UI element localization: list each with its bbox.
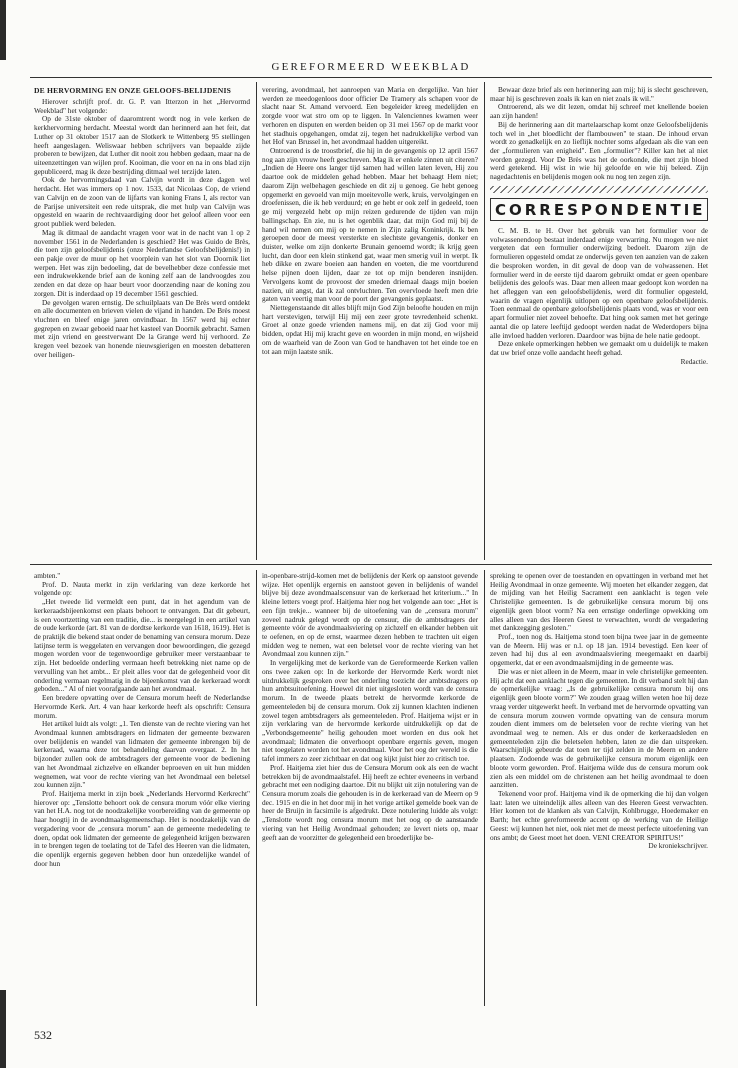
column-rule <box>256 82 257 560</box>
paragraph: Hierover schrijft prof. dr. G. P. van Itterzon in het „Hervormd Weekblad" het volgende: <box>34 97 250 115</box>
article-column-6 <box>490 572 708 1008</box>
scan-edge-top <box>0 0 6 60</box>
paragraph: Deze enkele opmerkingen hebben we gemaakt om u duidelijk te maken dat uw brief onze volle aandacht heeft gehad. <box>490 339 708 357</box>
section-rule <box>30 564 712 565</box>
signature: Redactie. <box>680 356 708 366</box>
paragraph: verering, avondmaal, het aanroepen van Maria en dergelijke. Van hier werden ze meedogenloos door officier De Tramery als schapen voor de slacht naar St. Amand vervoerd. Een begeleider kreeg medelijden en zorgde voor wat stro om op te liggen. In Valenciennes kwamen weer verhoren en disputen en werden beiden op 31 mei 1567 op de markt voor het stadhuis opgehangen, omdat zij, tegen het nadrukkelijke verbod van het Hof van Brussel in, het avondmaal hadden uitgereikt. <box>262 86 478 147</box>
paragraph: In vergelijking met de kerkorde van de Gereformeerde Kerken vallen ons twee zaken op: In de kerkorde der Hervormde Kerk wordt niet uitdrukkelijk gesproken over het onderling toezicht der ambtsdragers op hun ambtsuitoefening. Hoewel dit niet uitgesloten wordt van de censura morum. In de tweede plaats betrekt de hervormde kerkorde de gemeenteleden bij de censura morum. Ook zij kunnen klachten indienen zowel tegen ambtsdragers als gemeenteleden. Prof. Haitjema wijst er in zijn verklaring van de hervormde kerkorde uitdrukkelijk op dat de „Verbondsgemeente" heilig gehouden moet worden en dus ook het avondmaal; lidmaten die onverhoopt openbare ergernis geven, mogen niet toegelaten worden tot het avondmaal. Voor het oog der wereld is die tafel immers zo zeer zichtbaar en dat oog kijkt juist hier zo critisch toe. <box>262 658 478 764</box>
signature: De kroniekschrijver. <box>648 841 708 851</box>
article-column-5 <box>262 572 478 1008</box>
paragraph: Prof. D. Nauta merkt in zijn verklaring van deze kerkorde het volgende op: <box>34 579 250 598</box>
article-column-3 <box>490 86 708 560</box>
header-rule <box>30 77 712 78</box>
paragraph: Niettegenstaande dit alles blijft mijn God Zijn beloofte houden en mijn hart verstevigen, terwijl Hij mij een zeer grote tevredenheid schenkt. Groet al onze goede vrienden namens mij, en dat zij God voor mij bidden, opdat Hij mij kracht geve en woorden in mijn mond, en wijsheid om de waarheid van de Zoon van God te handhaven tot het einde toe en tot aan mijn laatste snik. <box>262 302 478 356</box>
paragraph: Tekenend voor prof. Haitjema vind ik de opmerking die hij dan volgen laat: laten we uiteindelijk alles alleen van des Heeren Geest verwachten. Hier komen tot de klanken als van Calvijn, Kohlbrugge, Hoedemaker en Barth; het echte gereformeerde accent op de werking van de Heilige Geest: wij kunnen het niet, ook niet met de meest perfecte uitoefening van ons ambt; de Geest moet het doen. VENI CREATOR SPIRITUS!" <box>490 788 708 842</box>
paragraph: Prof. Haitjema ziet hier dus de Censura Morum ook als een de wacht betrekken bij de avondmaalstafel. Hij heeft ze echter eveneens in verband gebracht met een nodiging daartoe. Dit nu blijkt uit zijn notulering van de Censura morum zoals die gehouden is in de kerkeraad van de Meern op 9 dec. 1915 en die in het door mij in het vorige artikel gemelde boek van de heer de Bruijn in facsimile is afgedrukt. Deze notulering luidde als volgt: „Tenslotte wordt nog censura morum met het oog op de aanstaande viering van het Heilig Avondmaal gehouden; ze levert niets op, maar geeft aan de voorzitter de gelegenheid een broederlijke be- <box>262 762 478 842</box>
paragraph: Ontroerend is de troostbrief, die hij in de gevangenis op 12 april 1567 nog aan zijn vrouw heeft geschreven. Mag ik er enkele zinnen uit citeren? „Indien de Heere ons langer tijd samen had willen laten leven, Hij zou daartoe ook de middelen gehad hebben. Maar het behaagt Hem niet; daarom Zijn welbehagen geschiede en dit zij u genoeg. Ge hebt genoeg opgemerkt en gevoeld van mijn moeitevolle werk, kruis, vervolgingen en droefenissen, die ik heb verduurd; en ge hebt er ook zelf in gedeeld, toen ge mij vergezeld hebt op mijn reizen gedurende de tijden van mijn ballingschap. En zie, nu is het ogenblik daar, dat mijn God mij bij de hand wil nemen om mij op te nemen in Zijn zalig Koninkrijk. Ik ben geroepen door de meest versterkte en slechtste gevangenis, donker en duister, welke om zijn donkerte Brunain genoemd wordt; ik krijg geen lucht, dan door een klein stinkend gat, waar men smerig vuil in werpt. Ik heb dikke en zware boeien aan handen en voeten, die me voortdurend helse pijnen doen lijden, daar ze tot op mijn benderen insnijden. Vervolgens komt de provoost der smeden driemaal daags mijn boeien nazien, uit angst, dat ik zal ontvluchten. Ten overvloede heeft men drie gaten van veertig man voor de poort der gevangenis geplaatst. <box>262 146 478 304</box>
ornamental-divider <box>490 186 708 193</box>
paragraph: „Het tweede lid vermeldt een punt, dat in het agendum van de kerkeraadsbijeenkomst een plaats behoort te ontvangen. Dat dit gebeurt, is een voortzetting van een traditie, die... is neergelegd in een artikel van de oude kerkorde (art. 81 van de dordtse kerkorde van 1618, 1619). Het is de praktijk die bekend staat onder de benaming van censura morum. Deze latijnse term is weggelaten en vervangen door bewoordingen, die gezegd mogen worden voor de tegenwoordige gebruiker meer verstaanbaar te zijn. Het bedoelde onderling vermaan heeft betrekking niet name op de vervulling van het ambt... Er pleit alles voor dat de gelegenheid voor dit onderling vermaan regelmatig in de bijeenkomst van de kerkeraad wordt geboden..." Al of niet voorafgaande aan het avondmaal. <box>34 597 250 694</box>
article-column-4 <box>34 572 250 1008</box>
paragraph: Prof., toen nog ds. Haitjema stond toen bijna twee jaar in de gemeente van de Meern. Hij was er n.l. op 18 jan. 1914 bevestigd. Een keer of zeven had hij dus al een avondmaalsviering meegemaakt en daarbij opgemerkt, dat er een avondmaalsmijding in de gemeente was. <box>490 632 708 668</box>
article-column-2 <box>262 86 478 560</box>
column-rule <box>484 82 485 560</box>
page-header: GEREFORMEERD WEEKBLAD <box>271 61 471 73</box>
paragraph: Bij de herinnering aan dit martelaarschap komt onze Geloofsbelijdenis toch wel in „het bloedlicht der flambouwen" te staan. De inhoud ervan wordt zo genadkelijk en zo lieflijk nochter soms afgedaan als die van een der „formulieren van enigheid". Een „formulier"? Killer kan het al niet worden gezegd. Voor De Brès was het de oorkonde, die met zijn bloed werd getekend. Hij wist in wie hij geloofde en wie hij beleed. Zijn nagedachtenis en belijdenis mogen ook nu nog ten zegen zijn. <box>490 119 708 182</box>
paragraph: Ook de hervormingsdaad van Calvijn wordt in deze dagen wel herdacht. Het was immers op 1 nov. 1533, dat Nicolaas Cop, de vriend van Calvijn en de zoon van de lijfarts van koning Frans I, als rector van de Parijse universiteit een rede uitsprak, die met hulp van Calvijn was opgesteld en waarin de rechtvaardiging door het geloof alleen voor een groot publiek werd beleden. <box>34 175 250 229</box>
paragraph: Prof. Haitjema merkt in zijn boek „Nederlands Hervormd Kerkrecht" hierover op: „Tenslotte behoort ook de censura morum vóór elke viering van het H.A. nog tot de noodzakelijke voorbereiding van de gemeente op haar hoogtij in de avondmaalsgemeenschap. Het is noodzakelijk van de vergadering voor de „censura morum" aan de gemeente mededeling te doen, opdat ook lidmaten der gemeente de gelegenheid krijgen bezwaren in te brengen tegen de toelating tot de Tafel des Heeren van die lidmaten, die openlijk ergernis gegeven hebben door hun onzedelijke wandel of door hun <box>34 788 250 868</box>
paragraph: in-openbare-strijd-komen met de belijdenis der Kerk op aanstoot gevende wijze. Het openlijk ergernis en aanstoot geven in belijdenis of wandel blijve bij deze avondmaalscensuur van de kerkeraad het kriterium..." In kleine letters voegt prof. Haitjema hier nog het volgende aan toe: „Het is een fijn trekje... wanneer bij de uitoefening van de „censura morum" zoveel nadruk gelegd wordt op de censuur, die de ambtsdragers der gemeente vóór de avondmaalsviering op zichzelf en elkander hebben uit te oefenen, en op de ernst, waarmee dezen hebben te trachten uit eigen midden weg te nemen, wat een beletsel voor de rechte viering van het Avondmaal zou kunnen zijn." <box>262 572 478 659</box>
paragraph: C. M. B. te H. Over het gebruik van het formulier voor de volwassenendoop bestaat inderdaad enige verwarring. Nu mogen we niet vergeten dat een formulier onderwijzing bedoelt. Daarom zijn de formulieren opgesteld omdat ze onderwijs geven ten aanzien van de zaken die besproken worden, in dit geval de doop van de volwassenen. Het formulier werd in de eerste tijd daarom gebruikt omdat er geen openbare belijdenis des geloofs was. Daar men alleen maar gedoopt kon worden na het afleggen van een geloofsbelijdenis, werd dit formulier opgesteld, waarin de vragen eigenlijk uitlopen op een openbare geloofsbelijdenis. Toen eenmaal de openbare geloofsbelijdenis plaats vond, was er voor een apart formulier niet zoveel behoefte. Dat hing ook samen met het geringe aantal die op latere leeftijd gedoopt werden nadat de Wederdopers bijna alle invloed hadden verloren. Daardoor was bijna de hele natie gedoopt. <box>490 225 708 340</box>
section-title-correspondentie: CORRESPONDENTIE <box>490 198 708 221</box>
paragraph: Het artikel luidt als volgt: „1. Ten dienste van de rechte viering van het Avondmaal kunnen ambtsdragers en lidmaten der gemeente bezwaren over belijdenis en wandel van lidmaten der gemeente inbrengen bij de kerkeraad, waarna deze tot behandeling daarvan overgaat. 2. In het bijzonder zullen ook de ambtsdragers der gemeente voor de bediening van het Avondmaal zichzelve en elkander beproeven en uit hun midden wegnemen, wat voor de rechte viering van het Avondmaal een beletsel zou kunnen zijn." <box>34 719 250 790</box>
page-number: 532 <box>34 1028 52 1042</box>
article-heading: DE HERVORMING EN ONZE GELOOFS-BELIJDENIS <box>34 86 232 95</box>
paragraph: Mag ik ditmaal de aandacht vragen voor wat in de nacht van 1 op 2 november 1561 in de Nederlanden is geschied? Het was Guido de Brès, die toen zijn geloofsbelijdenis (onze Nederlandse Geloofsbelijdenis!) in een pakje over de muur op het voorplein van het slot van Doornik liet werpen. Het was zijn bedoeling, dat de bevelhebber deze confessie met een indrukwekkende brief aan de koning zelf aan de landvoogdes zou zenden en dat deze op haar beurt voor doorzending naar de koning zou zorgen. Dit is inderdaad op 19 december 1561 geschied. <box>34 227 250 298</box>
paragraph: Ontroerend, als we dit lezen, omdat hij schreef met knellende boeien aan zijn handen! <box>490 102 708 121</box>
article-column-1 <box>34 86 250 560</box>
column-rule <box>484 570 485 1006</box>
column-rule <box>256 570 257 1006</box>
paragraph: Op de 31ste oktober of daaromtrent wordt nog in vele kerken de kerkhervorming herdacht. Meestal wordt dan herinnerd aan het feit, dat Luther op 31 oktober 1517 aan de Slotkerk te Wittenberg 95 stellingen heeft aangeslagen. Weliswaar hebben schrijvers van bepaalde zijde proberen te bewijzen, dat Luther dit nooit zou hebben gedaan, maar na de uiteenzettingen van wijlen prof. Kooiman, die voor en na in ons blad zijn gepubliceerd, mag ik deze bestrijding ditmaal wel terzijde laten. <box>34 114 250 176</box>
scan-edge-bottom <box>0 990 6 1068</box>
paragraph: Bewaar deze brief als een herinnering aan mij; hij is slecht geschreven, maar hij is geschreven zoals ik kan en niet zoals ik wil." <box>490 86 708 103</box>
paragraph: De gevolgen waren ernstig. De schuilplaats van De Brès werd ontdekt en alle documenten en brieven vielen de vijand in handen. De Brès moest vluchten en bleef enige jaren onvindbaar. In 1567 werd hij echter gegrepen en zwaar geboeid naar het kasteel van Doornik gebracht. Samen met zijn vriend en geestverwant De la Grange werd hij verhoord. Ze kregen veel bezoek van honende nieuwsgierigen en moesten debatteren over heiligen- <box>34 297 250 359</box>
paragraph: ambten." <box>34 572 61 580</box>
paragraph: Een bredere opvatting over de Censura morum heeft de Nederlandse Hervormde Kerk. Art. 4 van haar kerkorde heeft als opschrift: Censura morum. <box>34 693 250 720</box>
paragraph: spreking te openen over de toestanden en opvattingen in verband met het Heilig Avondmaal in onze gemeente. Wij moeten het elkander zeggen, dat de mijding van het Heilig Sacrament een aanklacht is tegen vele Christelijke gemeenten. Is de gebruikelijke censura morum bij ons eigenlijk geen bloot vorm? Na een ernstige onderlinge opwekking om alles alleen van des Heeren Geest te verwachten, wordt de vergadering met dankzegging gesloten." <box>490 572 708 633</box>
paragraph: Die was er niet alleen in de Meern, maar in vele christelijke gemeenten. Hij acht dat een aanklacht tegen die gemeenten. In dit verband stelt hij dan de opmerkelijke vraag: „Is de gebruikelijke censura morum bij ons eigenlijk geen bloote vorm?" We zouden graag willen weten hoe hij deze vraag verder uitgewerkt heeft. In verband met de hervormde opvatting van de censura morum zouwen vormde opvatting van de censura morum zouden dient immers om de beletselen voor de rechte viering van het avondmaal weg te nemen. Als er dus onder de kerkeraadsleden en gemeenteleden zijn die beletselen hebben, laten ze die dan uitspreken. Waarschijnlijk gebeurde dat toen ter tijd zelden in de Meern en andere plaatsen. Zodoende was de gebruikelijke censura morum eigenlijk een bloote vorm geworden. Prof. Haitjema wilde dus de censura morum ook zien als een middel om de christenen aan het heilig avondmaal te doen aanzitten. <box>490 666 708 790</box>
